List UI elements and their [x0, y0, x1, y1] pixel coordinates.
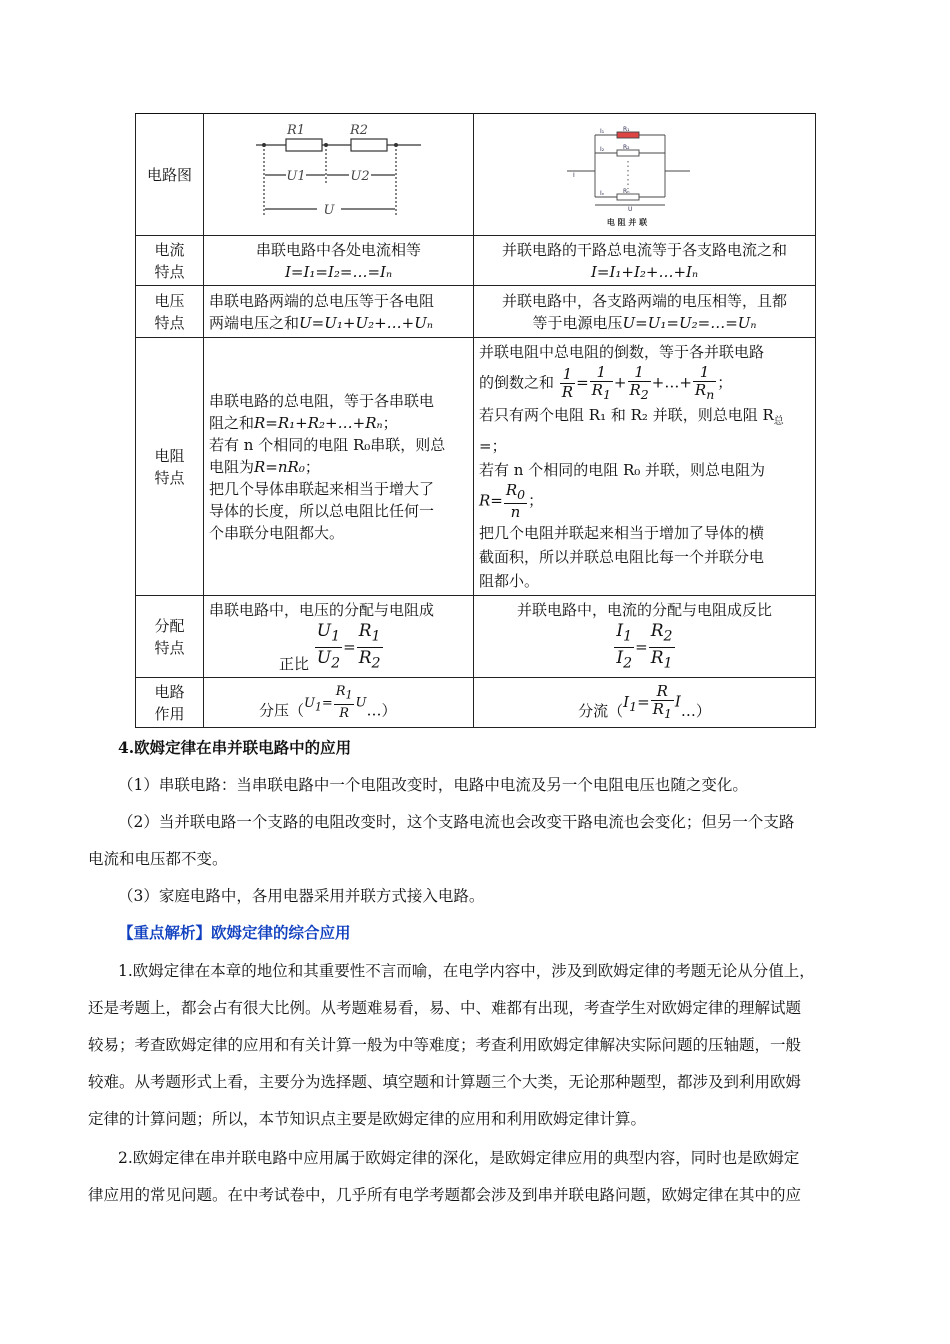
- point-1-line-1: 1.欧姆定律在本章的地位和其重要性不言而喻，在电学内容中，涉及到欧姆定律的考题无论从分值上，: [118, 962, 815, 980]
- parallel-resistance-cell: 并联电阻中总电阻的倒数，等于各并联电路 的倒数之和 $\frac{1}{R}$ = $\frac{1}{R_1}$ + $\frac{1}{R_2}$ +…+ $\frac{1}{R_n}$ ； 若只有两个电阻 R₁ 和 R₂ 并联，则总电阻 $R_总$ =； 若有 n 个相同的电阻 R₀ 并联，则总电阻为 R= $\frac{R_0}{n}$ ； 把几个电阻并联起来相当于增加了导体的横 截面积，所以并联总电阻比每一个并联分电 阻都小。: [474, 338, 816, 596]
- label-pr1: R₁: [622, 125, 630, 133]
- paragraph-1: （1）串联电路：当串联电路中一个电阻改变时，电路中电流及另一个电阻电压也随之变化。: [118, 776, 748, 794]
- parallel-caption: 电 阻 并 联: [606, 217, 647, 227]
- series-current-formula: I=I₁=I₂=…=Iₙ: [284, 262, 393, 281]
- parallel-current-cell: [474, 236, 816, 286]
- series-distribution-cell: 串联电路中，电压的分配与电阻成 正比 $\frac{U_1}{U_2}$ = $\frac{R_1}{R_2}$: [204, 596, 474, 678]
- row-voltage: [136, 286, 816, 338]
- label-prn: Rₙ: [622, 187, 630, 195]
- row-label-resistance: 电阻 特点: [136, 338, 204, 596]
- series-diagram-cell: [204, 114, 474, 236]
- point-1-line-5: 定律的计算问题；所以，本节知识点主要是欧姆定律的应用和利用欧姆定律计算。: [88, 1110, 647, 1128]
- row-distribution: [136, 596, 816, 678]
- point-1-line-3: 较易；考查欧姆定律的应用和有关计算一般为中等难度；考查利用欧姆定律解决实际问题的压轴题，一般: [88, 1036, 802, 1054]
- parallel-diagram-cell: [474, 114, 816, 236]
- parallel-circuit-diagram: [565, 121, 725, 229]
- series-function-cell: 分压（$U_1=$ $\frac{R_1}{R}$ U…）: [204, 678, 474, 728]
- series-circuit-diagram: [251, 123, 426, 227]
- row-current: [136, 236, 816, 286]
- row-label-distribution: 分配 特点: [136, 596, 204, 678]
- label-u1: U1: [286, 168, 306, 184]
- row-resistance: [136, 338, 816, 596]
- row-label-voltage: 电压 特点: [136, 286, 204, 338]
- series-current-text: 串联电路中各处电流相等: [255, 240, 421, 259]
- label-pu: U: [627, 205, 632, 213]
- label-i2: I₂: [599, 145, 604, 153]
- label-i1: I₁: [599, 127, 604, 135]
- label-u2: U2: [350, 168, 370, 184]
- row-diagram: [136, 114, 816, 236]
- label-pr2: R₂: [622, 143, 630, 151]
- focus-heading: 【重点解析】欧姆定律的综合应用: [118, 923, 351, 942]
- parallel-current-text: 并联电路的干路总电流等于各支路电流之和: [501, 240, 787, 259]
- paragraph-2a: （2）当并联电路一个支路的电阻改变时，这个支路电流也会改变干路电流也会变化；但另一个支路: [118, 813, 795, 831]
- parallel-voltage-cell: 并联电路中，各支路两端的电压相等，且都 等于电源电压U=U₁=U₂=…=Uₙ: [474, 286, 816, 338]
- parallel-current-formula: I=I₁+I₂+…+Iₙ: [590, 262, 699, 281]
- series-resistance-cell: 串联电路的总电阻，等于各串联电 阻之和R=R₁+R₂+…+Rₙ； 若有 n 个相同的电阻 R₀串联，则总 电阻为R=nR₀； 把几个导体串联起来相当于增大了 导体的长度，所以总电阻比任何一 个串联分电阻都大。: [204, 338, 474, 596]
- row-label-diagram: 电路图: [136, 114, 204, 236]
- parallel-function-cell: 分流（$I_1=$ $\frac{R}{R_1}$ I…）: [474, 678, 816, 728]
- paragraph-2b: 电流和电压都不变。: [88, 850, 228, 868]
- series-voltage-cell: 串联电路两端的总电压等于各电阻 两端电压之和U=U₁+U₂+…+Uₙ: [204, 286, 474, 338]
- label-r2: R2: [349, 122, 369, 138]
- label-u: U: [323, 202, 335, 218]
- parallel-distribution-cell: 并联电路中，电流的分配与电阻成反比 $\frac{I_1}{I_2}$ = $\frac{R_2}{R_1}$: [474, 596, 816, 678]
- row-function: [136, 678, 816, 728]
- series-current-cell: [204, 236, 474, 286]
- label-pi: I: [572, 171, 575, 179]
- label-in: Iₙ: [599, 189, 604, 197]
- fraction-r0-over-n: $\frac{R_0}{n}$: [505, 481, 526, 521]
- paragraph-3: （3）家庭电路中，各用电器采用并联方式接入电路。: [118, 887, 485, 905]
- point-1-line-4: 较难。从考题形式上看，主要分为选择题、填空题和计算题三个大类，无论那种题型，都涉及到利用欧姆: [88, 1073, 802, 1091]
- label-r1: R1: [286, 122, 306, 138]
- point-2-line-2: 律应用的常见问题。在中考试卷中，几乎所有电学考题都会涉及到串并联电路问题，欧姆定律在其中的应: [88, 1186, 802, 1204]
- row-label-function: 电路 作用: [136, 678, 204, 728]
- row-label-current: 电流 特点: [136, 236, 204, 286]
- comparison-table: [135, 113, 816, 728]
- point-1-line-2: 还是考题上，都会占有很大比例。从考题难易看，易、中、难都有出现，考查学生对欧姆定律的理解试题: [88, 999, 802, 1017]
- point-2-line-1: 2.欧姆定律在串并联电路中应用属于欧姆定律的深化，是欧姆定律应用的典型内容，同时也是欧姆定: [118, 1149, 800, 1167]
- section-heading-4: 4.欧姆定律在串并联电路中的应用: [118, 738, 352, 757]
- fraction-1-over-r: $\frac{1}{R}$: [561, 365, 574, 401]
